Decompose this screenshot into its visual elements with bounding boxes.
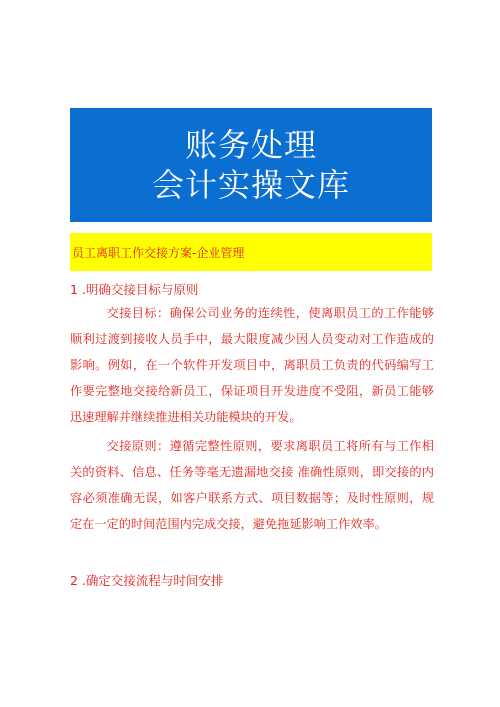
paragraph-objective: 交接目标：确保公司业务的连续性，使离职员工的工作能够顺利过渡到接收人员手中，最大限度减少因人员变动对工作造成的影响。例如，在一个软件开发项目中，离职员工负责的代码编写工作要完整地交接给新员工，保证项目开发进度不受阻，新员工能够迅速理解并继续推进相关功能模块的开发。 [70,306,434,424]
paragraph-principles: 交接原则：遵循完整性原则，要求离职员工将所有与工作相关的资料、信息、任务等毫无遗漏地交接 准确性原则，即交接的内容必须准确无误，如客户联系方式、项目数据等；及时性原则，规定在一定的时间范围内完成交接，避免拖延影响工作效率。 [70,439,434,531]
document-subtitle: 员工离职工作交接方案-企业管理 [72,245,245,260]
subtitle-bar [70,233,432,271]
section-heading-2: 2 .确定交接流程与时间安排 [70,573,224,588]
banner-title-line-1: 账务处理 [184,126,317,164]
title-banner [70,108,432,222]
banner-title-line-2: 会计实操文库 [151,166,350,204]
section-heading-1: 1 .明确交接目标与原则 [70,282,199,297]
